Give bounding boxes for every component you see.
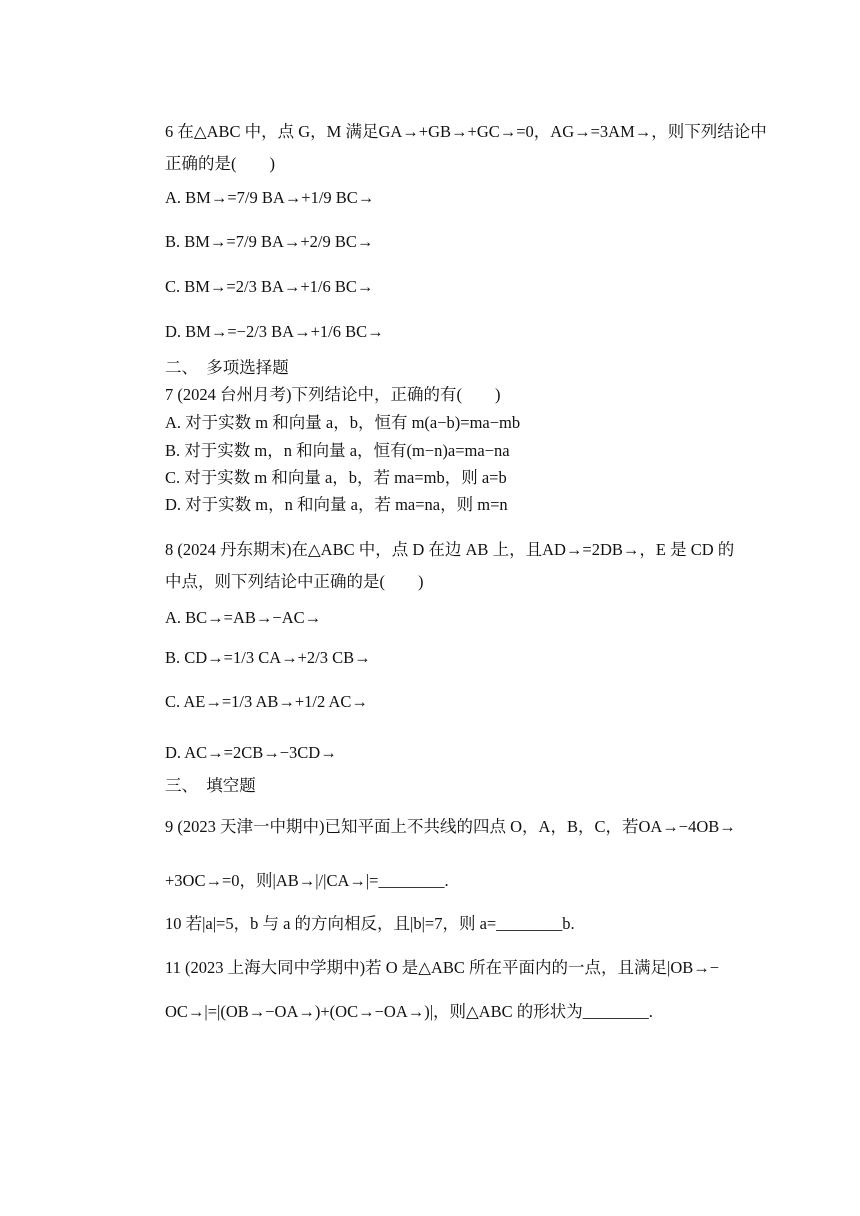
q8-option-c: C. AE→=1/3 AB→+1/2 AC→ [165, 692, 368, 711]
q11-stem-line1: 11 (2023 上海大同中学期中)若 O 是△ABC 所在平面内的一点，且满足|OB→− [165, 958, 720, 977]
q8-option-b: B. CD→=1/3 CA→+2/3 CB→ [165, 648, 371, 667]
q6-option-b: B. BM→=7/9 BA→+2/9 BC→ [165, 232, 374, 251]
q8-stem-line1: 8 (2024 丹东期末)在△ABC 中，点 D 在边 AB 上，且AD→=2DB→，E 是 CD 的 [165, 540, 735, 559]
q10-stem: 10 若|a|=5，b 与 a 的方向相反，且|b|=7，则 a=________b. [165, 914, 575, 933]
q7-option-b: B. 对于实数 m，n 和向量 a，恒有(m−n)a=ma−na [165, 441, 510, 460]
q6-option-d: D. BM→=−2/3 BA→+1/6 BC→ [165, 322, 384, 341]
q6-option-c: C. BM→=2/3 BA→+1/6 BC→ [165, 277, 374, 296]
q9-stem-line2: +3OC→=0，则|AB→|/|CA→|=________. [165, 871, 449, 890]
q6-stem-line1: 6 在△ABC 中，点 G，M 满足GA→+GB→+GC→=0，AG→=3AM→，则下列结论中 [165, 122, 767, 141]
q6-option-a: A. BM→=7/9 BA→+1/9 BC→ [165, 188, 375, 207]
q6-stem-line2: 正确的是( ) [165, 154, 275, 173]
q7-option-c: C. 对于实数 m 和向量 a，b，若 ma=mb，则 a=b [165, 468, 507, 487]
q7-option-d: D. 对于实数 m，n 和向量 a，若 ma=na，则 m=n [165, 495, 508, 514]
q11-stem-line2: OC→|=|(OB→−OA→)+(OC→−OA→)|，则△ABC 的形状为________. [165, 1002, 653, 1021]
q8-stem-line2: 中点，则下列结论中正确的是( ) [165, 572, 424, 591]
q7-option-a: A. 对于实数 m 和向量 a，b，恒有 m(a−b)=ma−mb [165, 413, 521, 432]
q8-option-a: A. BC→=AB→−AC→ [165, 608, 322, 627]
q9-stem-line1: 9 (2023 天津一中期中)已知平面上不共线的四点 O，A，B，C，若OA→−4OB→ [165, 817, 736, 836]
section-fill-in-heading: 三、 填空题 [165, 776, 256, 795]
q7-stem: 7 (2024 台州月考)下列结论中，正确的有( ) [165, 385, 501, 404]
section-multiple-choice-heading: 二、 多项选择题 [165, 358, 289, 377]
q8-option-d: D. AC→=2CB→−3CD→ [165, 743, 337, 762]
